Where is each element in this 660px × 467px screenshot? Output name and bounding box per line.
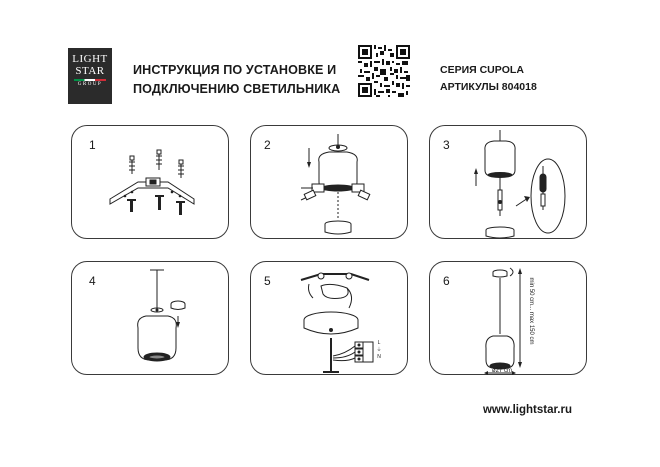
wire-label-neutral: N (377, 354, 381, 360)
step-panel-3 (429, 125, 587, 239)
series-info (440, 62, 537, 96)
logo-text-star: STAR (75, 65, 105, 77)
step-2-illustration (251, 126, 409, 240)
logo-text-light: LIGHT (72, 53, 108, 65)
step-panel-4 (71, 261, 229, 375)
qr-code-icon (358, 45, 410, 97)
document-title (133, 61, 353, 99)
step-3-illustration (430, 126, 588, 240)
logo-text-group: GROUP (77, 82, 103, 87)
series-name: СЕРИЯ CUPOLA (440, 64, 524, 76)
wire-labels (375, 340, 383, 361)
article-number: АРТИКУЛЫ 804018 (440, 81, 537, 93)
title-line-1: ИНСТРУКЦИЯ ПО УСТАНОВКЕ И (133, 63, 337, 77)
step-number: 6 (443, 274, 450, 288)
title-line-2: ПОДКЛЮЧЕНИЮ СВЕТИЛЬНИКА (133, 82, 341, 96)
step-number: 3 (443, 138, 450, 152)
step-panel-6 (429, 261, 587, 375)
website-link[interactable]: www.lightstar.ru (482, 404, 572, 416)
step-6-illustration (430, 262, 588, 376)
step-5-illustration (251, 262, 409, 376)
wire-label-live: L (377, 340, 381, 346)
step-number: 1 (89, 138, 96, 152)
diameter-label: ø27 cm (492, 368, 513, 374)
brand-logo (68, 48, 112, 104)
step-number: 4 (89, 274, 96, 288)
wire-label-ground: ⏚ (376, 347, 382, 353)
step-number: 5 (264, 274, 271, 288)
step-panel-2 (250, 125, 408, 239)
step-panel-1 (71, 125, 229, 239)
step-panel-5 (250, 261, 408, 375)
step-number: 2 (264, 138, 271, 152)
height-range-label: min 50 cm... max 150 cm (528, 277, 534, 345)
